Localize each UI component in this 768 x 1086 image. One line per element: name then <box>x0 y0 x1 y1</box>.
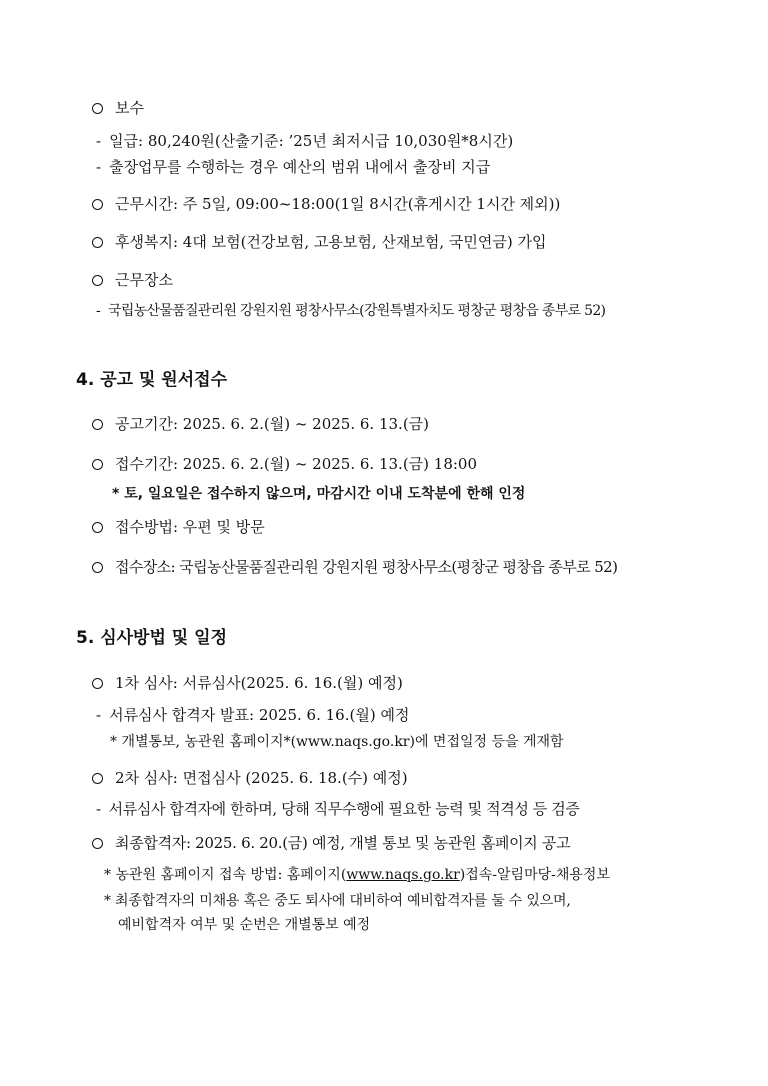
pay-title: 보수 <box>115 99 144 117</box>
second-round: 2차 심사: 면접심사 (2025. 6. 18.(수) 예정) <box>115 769 408 787</box>
workplace-item <box>92 270 173 290</box>
notice-period-item <box>92 414 429 434</box>
note-access-prefix: * 농관원 홈페이지 접속 방법: 홈페이지( <box>104 867 347 883</box>
welfare-item <box>92 232 546 252</box>
section5-heading: 5. 심사방법 및 일정 <box>76 628 227 648</box>
receipt-period-item <box>92 454 477 474</box>
dash-icon: - <box>96 158 102 176</box>
naqs-homepage-link[interactable]: www.naqs.go.kr <box>346 867 460 883</box>
pay-travel: 출장업무를 수행하는 경우 예산의 범위 내에서 출장비 지급 <box>109 158 491 176</box>
dash-icon: - <box>96 132 102 150</box>
dash-icon: - <box>96 800 101 818</box>
hours-text: 근무시간: 주 5일, 09:00~18:00(1일 8시간(휴게시간 1시간 제외)) <box>115 195 561 213</box>
workplace-title: 근무장소 <box>115 271 173 289</box>
section4-heading: 4. 공고 및 원서접수 <box>76 370 227 390</box>
receipt-place: 접수장소: 국립농산물품질관리원 강원지원 평창사무소(평창군 평창읍 종부로 52) <box>115 558 618 576</box>
receipt-note: * 토, 일요일은 접수하지 않으며, 마감시간 이내 도착분에 한해 인정 <box>112 486 526 502</box>
first-result: 서류심사 합격자 발표: 2025. 6. 16.(월) 예정 <box>109 706 410 724</box>
note-reserve-1: * 최종합격자의 미채용 혹은 중도 퇴사에 대비하여 예비합격자를 둘 수 있으며, <box>104 893 571 909</box>
pay-travel-row <box>96 157 490 177</box>
pay-item <box>92 98 144 118</box>
first-round-item <box>92 673 403 693</box>
first-round: 1차 심사: 서류심사(2025. 6. 16.(월) 예정) <box>115 674 403 692</box>
circle-bullet-icon <box>92 838 103 849</box>
dash-icon: - <box>96 706 102 724</box>
second-detail-row <box>96 799 579 819</box>
receipt-period: 접수기간: 2025. 6. 2.(월) ~ 2025. 6. 13.(금) 18:00 <box>115 455 478 473</box>
note-access <box>104 865 610 885</box>
circle-bullet-icon <box>92 562 103 573</box>
welfare-text: 후생복지: 4대 보험(건강보험, 고용보험, 산재보험, 국민연금) 가입 <box>115 233 547 251</box>
receipt-place-item <box>92 557 617 577</box>
first-result-row <box>96 705 409 725</box>
receipt-method: 접수방법: 우편 및 방문 <box>115 518 265 536</box>
second-round-item <box>92 768 408 788</box>
circle-bullet-icon <box>92 275 103 286</box>
workplace-detail-row <box>96 301 605 321</box>
notice-period: 공고기간: 2025. 6. 2.(월) ~ 2025. 6. 13.(금) <box>115 415 430 433</box>
circle-bullet-icon <box>92 199 103 210</box>
receipt-method-item <box>92 517 265 537</box>
circle-bullet-icon <box>92 773 103 784</box>
circle-bullet-icon <box>92 237 103 248</box>
second-detail: 서류심사 합격자에 한하며, 당해 직무수행에 필요한 능력 및 적격성 등 검증 <box>108 800 580 818</box>
first-note: * 개별통보, 농관원 홈페이지*(www.naqs.go.kr)에 면접일정 등을 게재함 <box>110 734 564 750</box>
circle-bullet-icon <box>92 459 103 470</box>
note-reserve-2: 예비합격자 여부 및 순번은 개별통보 예정 <box>118 917 371 933</box>
circle-bullet-icon <box>92 103 103 114</box>
circle-bullet-icon <box>92 678 103 689</box>
final-text: 최종합격자: 2025. 6. 20.(금) 예정, 개별 통보 및 농관원 홈페이지 공고 <box>115 834 571 852</box>
circle-bullet-icon <box>92 419 103 430</box>
note-access-suffix: )접속-알림마당-채용정보 <box>459 867 610 883</box>
dash-icon: - <box>96 303 101 319</box>
hours-item <box>92 194 560 214</box>
circle-bullet-icon <box>92 522 103 533</box>
final-item <box>92 833 570 853</box>
pay-daily-row <box>96 131 513 151</box>
workplace-detail: 국립농산물품질관리원 강원지원 평창사무소(강원특별자치도 평창군 평창읍 종부로 52) <box>108 303 606 319</box>
pay-daily: 일급: 80,240원(산출기준: ’25년 최저시급 10,030원*8시간) <box>109 132 514 150</box>
